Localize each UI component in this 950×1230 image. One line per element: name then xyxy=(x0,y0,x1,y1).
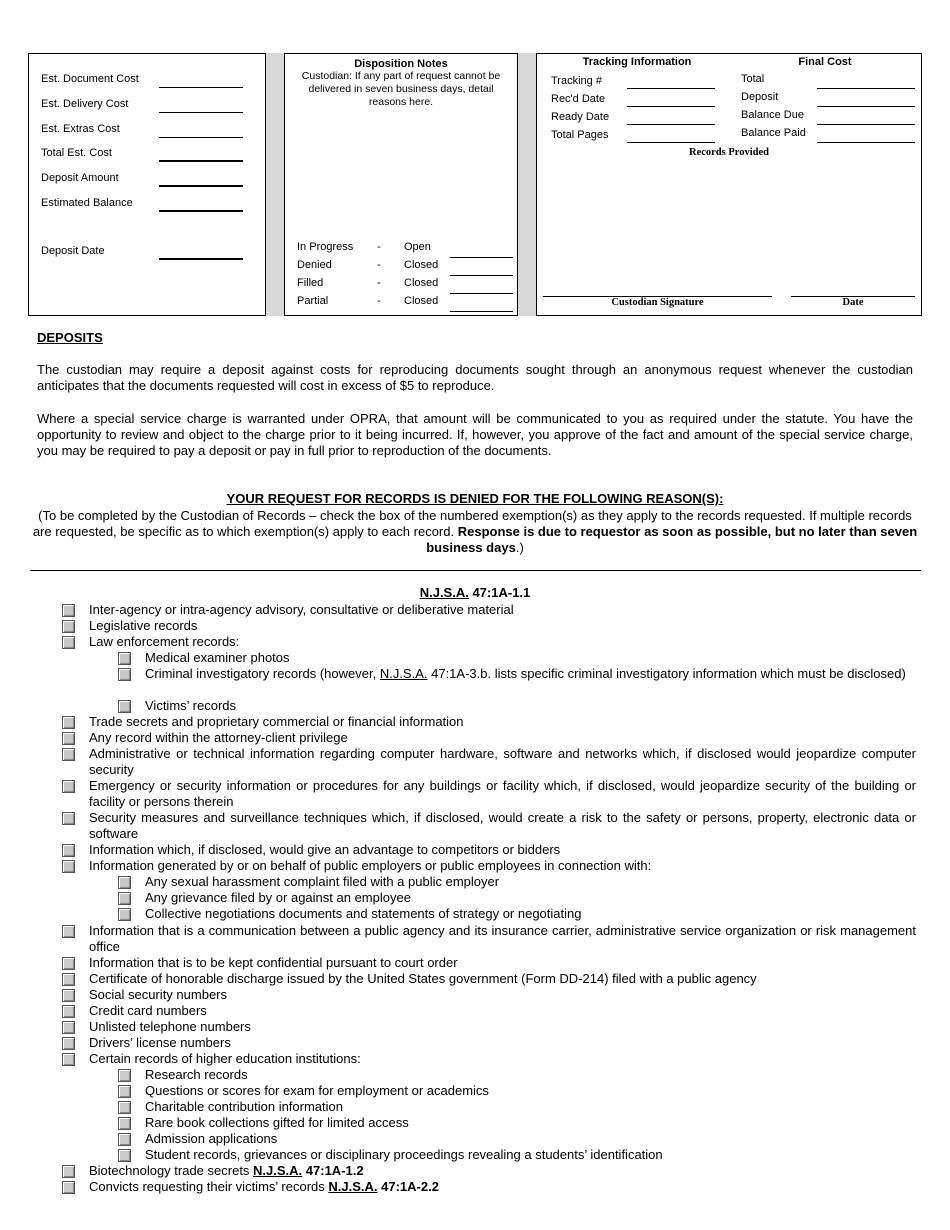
exemption-label: Certain records of higher education institutions: xyxy=(89,1051,361,1066)
balance-paid-label: Balance Paid xyxy=(741,127,806,139)
exemption-text: 47:1A-3.b. lists specific criminal investigatory information which must be disclosed) xyxy=(427,666,906,681)
exemption-checkbox[interactable] xyxy=(118,876,131,889)
deposits-paragraph-2: Where a special service charge is warranted under OPRA, that amount will be communicated to you as required under the statute. You have the opportunity to review and object to the charge prior to it being incurred. If, however, you approve of the fact and amount of the special service charge, you may be required to pay a deposit or pay in full prior to reproduction of the documents. xyxy=(37,411,913,458)
final-deposit-field[interactable] xyxy=(817,106,915,107)
ready-date-label: Ready Date xyxy=(551,111,610,123)
exemption-checkbox[interactable] xyxy=(62,1037,75,1050)
exemption-checkbox[interactable] xyxy=(62,748,75,761)
exemption-label: Medical examiner photos xyxy=(145,650,290,665)
recd-date-field[interactable] xyxy=(627,106,715,107)
exemption-label: Trade secrets and proprietary commercial or financial information xyxy=(89,714,464,729)
deposit-amount-field[interactable] xyxy=(159,185,243,187)
divider-strip xyxy=(518,53,536,316)
deposit-date-field[interactable] xyxy=(159,258,243,260)
exemption-label: Any record within the attorney-client privilege xyxy=(89,730,348,745)
est-delivery-cost-label: Est. Delivery Cost xyxy=(41,98,129,110)
final-cost-title: Final Cost xyxy=(798,56,852,68)
exemption-label: Information which, if disclosed, would give an advantage to competitors or bidders xyxy=(89,842,561,857)
exemption-label: Unlisted telephone numbers xyxy=(89,1019,251,1034)
exemption-checkbox[interactable] xyxy=(118,1117,131,1130)
exemption-label: Charitable contribution information xyxy=(145,1099,343,1114)
statute-abbr: N.J.S.A. xyxy=(379,666,428,681)
convicts-label xyxy=(89,1179,439,1195)
denial-instructions xyxy=(30,508,920,556)
exemption-label: Inter-agency or intra-agency advisory, consultative or deliberative material xyxy=(89,602,514,617)
exemption-checkbox[interactable] xyxy=(62,636,75,649)
date-label: Date xyxy=(842,297,864,308)
exemption-checkbox[interactable] xyxy=(118,700,131,713)
exemption-checkbox[interactable] xyxy=(118,1149,131,1162)
tracking-final-cost-box xyxy=(536,53,922,316)
denial-instructions-bold: Response is due to requestor as soon as possible, but no later than seven business days xyxy=(426,524,918,555)
exemption-label: Emergency or security information or procedures for any buildings or facility which, if disclosed, would jeopardize security of the building or facility or persons therein xyxy=(89,778,916,809)
exemption-label: Research records xyxy=(145,1067,248,1082)
exemption-checkbox[interactable] xyxy=(62,957,75,970)
exemption-label: Victims’ records xyxy=(145,698,237,713)
exemption-label: Admission applications xyxy=(145,1131,278,1146)
exemption-checkbox[interactable] xyxy=(62,812,75,825)
records-provided-label: Records Provided xyxy=(688,147,769,158)
deposit-amount-label: Deposit Amount xyxy=(41,172,119,184)
convicts-checkbox[interactable] xyxy=(62,1181,75,1194)
exemption-text: Criminal investigatory records (however, xyxy=(145,666,380,681)
recd-date-label: Rec'd Date xyxy=(551,93,606,105)
denial-heading: YOUR REQUEST FOR RECORDS IS DENIED FOR THE FOLLOWING REASON(S): xyxy=(226,491,724,506)
exemption-label: Law enforcement records: xyxy=(89,634,240,649)
exemption-checkbox[interactable] xyxy=(62,604,75,617)
exemption-checkbox[interactable] xyxy=(118,908,131,921)
balance-due-field[interactable] xyxy=(817,124,915,125)
deposits-heading: DEPOSITS xyxy=(37,330,103,345)
tracking-number-label: Tracking # xyxy=(551,75,602,87)
exemption-label: Collective negotiations documents and statements of strategy or negotiating xyxy=(145,906,582,921)
ready-date-field[interactable] xyxy=(627,124,715,125)
deposit-date-label: Deposit Date xyxy=(41,245,105,257)
status-state: Open xyxy=(404,241,431,253)
exemption-label: Any grievance filed by or against an employee xyxy=(145,890,411,905)
exemption-label: Questions or scores for exam for employment or academics xyxy=(145,1083,489,1098)
statute-abbr: N.J.S.A. xyxy=(253,1163,303,1178)
exemption-checkbox[interactable] xyxy=(62,780,75,793)
cost-estimate-box xyxy=(28,53,266,316)
exemption-label: Information generated by or on behalf of public employers or public employees in connection with: xyxy=(89,858,652,873)
denial-instructions-end: .) xyxy=(515,540,524,555)
exemption-label: Social security numbers xyxy=(89,987,227,1002)
exemption-checkbox[interactable] xyxy=(62,989,75,1002)
exemption-text: Convicts requesting their victims’ records xyxy=(89,1179,329,1194)
disposition-instructions: Custodian: If any part of request cannot be delivered in seven business days, detail reasons here. xyxy=(301,70,501,108)
exemption-label: Administrative or technical information regarding computer hardware, software and networks which, if disclosed would jeopardize computer security xyxy=(89,746,916,777)
status-line-partial[interactable] xyxy=(450,311,513,312)
status-dash: - xyxy=(377,277,381,289)
exemption-label: Information that is to be kept confidential pursuant to court order xyxy=(89,955,458,970)
biotech-label xyxy=(89,1163,364,1179)
statute-section: 47:1A-1.1 xyxy=(468,585,531,600)
status-state: Closed xyxy=(404,259,439,271)
status-label: Denied xyxy=(297,259,332,271)
section-divider xyxy=(30,570,921,571)
exemption-checkbox[interactable] xyxy=(118,1101,131,1114)
exemption-checkbox[interactable] xyxy=(62,1053,75,1066)
exemption-checkbox[interactable] xyxy=(118,1069,131,1082)
status-dash: - xyxy=(377,259,381,271)
exemption-label: Certificate of honorable discharge issued by the United States government (Form DD-214) filed with a public agency xyxy=(89,971,757,986)
exemption-label: Legislative records xyxy=(89,618,198,633)
status-line-in-progress[interactable] xyxy=(450,257,513,258)
estimated-balance-label: Estimated Balance xyxy=(41,197,133,209)
denial-instructions-plain: (To be completed by the Custodian of Records – check the box of the numbered exemption(s) as they apply to the records requested. If multiple records are requested, be specific as to which exemption(s) apply to each record. xyxy=(32,508,912,539)
statute-abbr: N.J.S.A. xyxy=(419,585,469,600)
exemption-checkbox[interactable] xyxy=(62,1005,75,1018)
est-extras-cost-label: Est. Extras Cost xyxy=(41,123,120,135)
exemption-checkbox[interactable] xyxy=(118,1085,131,1098)
exemption-label: Security measures and surveillance techniques which, if disclosed, would create a risk to the safety or persons, property, electronic data or software xyxy=(89,810,916,841)
final-total-label: Total xyxy=(741,73,765,85)
est-extras-cost-field[interactable] xyxy=(159,137,243,138)
est-document-cost-label: Est. Document Cost xyxy=(41,73,139,85)
exemption-label xyxy=(145,666,916,682)
exemption-checkbox[interactable] xyxy=(62,1021,75,1034)
exemption-label: Rare book collections gifted for limited access xyxy=(145,1115,409,1130)
status-state: Closed xyxy=(404,277,439,289)
exemption-checkbox[interactable] xyxy=(62,860,75,873)
balance-paid-field[interactable] xyxy=(817,142,915,143)
exemption-checkbox[interactable] xyxy=(62,925,75,938)
status-line-filled[interactable] xyxy=(450,293,513,294)
exemption-checkbox[interactable] xyxy=(62,973,75,986)
exemption-label: Any sexual harassment complaint filed with a public employer xyxy=(145,874,500,889)
est-delivery-cost-field[interactable] xyxy=(159,112,243,113)
statute-abbr: N.J.S.A. xyxy=(328,1179,378,1194)
estimated-balance-field[interactable] xyxy=(159,210,243,212)
status-label: Filled xyxy=(297,277,324,289)
exemption-checkbox[interactable] xyxy=(118,652,131,665)
statute-heading xyxy=(0,585,950,600)
status-dash: - xyxy=(377,295,381,307)
exemption-checkbox[interactable] xyxy=(118,668,131,681)
exemption-label: Drivers’ license numbers xyxy=(89,1035,231,1050)
balance-due-label: Balance Due xyxy=(741,109,804,121)
exemption-checkbox[interactable] xyxy=(62,732,75,745)
status-state: Closed xyxy=(404,295,439,307)
deposits-paragraph-1: The custodian may require a deposit against costs for reproducing documents sought through an anonymous request whenever the custodian anticipates that the documents requested will cost in excess of $5 to reproduce. xyxy=(37,362,913,393)
exemption-label: Information that is a communication between a public agency and its insurance carrier, administrative service organization or risk management office xyxy=(89,923,916,954)
final-deposit-label: Deposit xyxy=(741,91,779,103)
total-pages-label: Total Pages xyxy=(551,129,609,141)
statute-section: 47:1A-2.2 xyxy=(377,1179,439,1194)
exemption-checkbox[interactable] xyxy=(118,1133,131,1146)
est-document-cost-field[interactable] xyxy=(159,87,243,88)
exemption-label: Credit card numbers xyxy=(89,1003,207,1018)
exemption-checkbox[interactable] xyxy=(62,716,75,729)
status-line-denied[interactable] xyxy=(450,275,513,276)
exemption-checkbox[interactable] xyxy=(118,892,131,905)
exemption-checkbox[interactable] xyxy=(62,620,75,633)
exemption-label: Student records, grievances or disciplinary proceedings revealing a students’ identification xyxy=(145,1147,663,1162)
final-total-field[interactable] xyxy=(817,88,915,89)
tracking-information-title: Tracking Information xyxy=(582,56,692,68)
status-dash: - xyxy=(377,241,381,253)
total-est-cost-label: Total Est. Cost xyxy=(41,147,112,159)
statute-section: 47:1A-1.2 xyxy=(302,1163,364,1178)
divider-strip xyxy=(266,53,284,316)
total-est-cost-field[interactable] xyxy=(159,160,243,162)
disposition-notes-title: Disposition Notes xyxy=(354,58,448,70)
tracking-number-field[interactable] xyxy=(627,88,715,89)
status-label: Partial xyxy=(297,295,329,307)
exemption-checkbox[interactable] xyxy=(62,844,75,857)
custodian-signature-label: Custodian Signature xyxy=(611,297,704,308)
disposition-notes-box xyxy=(284,53,518,316)
exemption-text: Biotechnology trade secrets xyxy=(89,1163,254,1178)
status-label: In Progress xyxy=(297,241,354,253)
total-pages-field[interactable] xyxy=(627,142,715,143)
biotech-checkbox[interactable] xyxy=(62,1165,75,1178)
